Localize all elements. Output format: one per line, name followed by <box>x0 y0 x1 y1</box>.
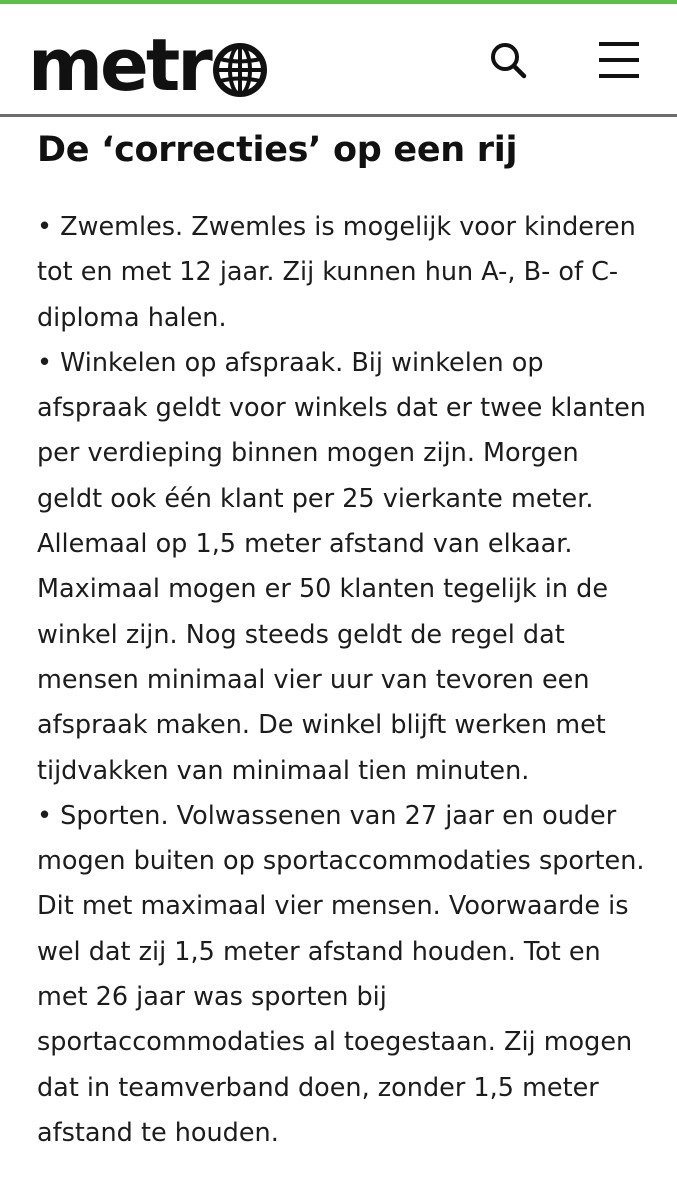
header-divider <box>0 114 677 117</box>
paragraph-zwemles: • Zwemles. Zwemles is mogelijk voor kinderen tot en met 12 jaar. Zij kunnen hun A-, B- of C-diploma halen. <box>37 212 636 333</box>
search-button[interactable] <box>486 38 530 82</box>
globe-icon <box>212 42 268 98</box>
article-body <box>37 205 647 1156</box>
logo-wordmark: metr <box>28 23 210 107</box>
paragraph-winkelen: • Winkelen op afspraak. Bij winkelen op afspraak geldt voor winkels dat er twee klanten per verdieping binnen mogen zijn. Morgen geldt ook één klant per 25 vierkante meter. Allemaal op 1,5 meter afstand van elkaar. Maximaal mogen er 50 klanten tegelijk in de winkel zijn. Nog steeds geldt de regel dat mensen minimaal vier uur van tevoren een afspraak maken. De winkel blijft werken met tijdvakken van minimaal tien minuten. <box>37 347 646 786</box>
article-section <box>37 126 647 1156</box>
section-heading: De ‘correcties’ op een rij <box>37 130 518 170</box>
metro-logo[interactable] <box>28 23 268 107</box>
search-icon <box>486 38 530 82</box>
menu-button[interactable] <box>594 36 644 84</box>
hamburger-menu-icon <box>594 36 644 84</box>
paragraph-sporten: • Sporten. Volwassenen van 27 jaar en ouder mogen buiten op sportaccommodaties sporten. Dit met maximaal vier mensen. Voorwaarde is wel dat zij 1,5 meter afstand houden. Tot en met 26 jaar was sporten bij sportaccommodaties al toegestaan. Zij mogen dat in teamverband doen, zonder 1,5 meter afstand te houden. <box>37 800 645 1148</box>
site-header <box>0 4 677 114</box>
